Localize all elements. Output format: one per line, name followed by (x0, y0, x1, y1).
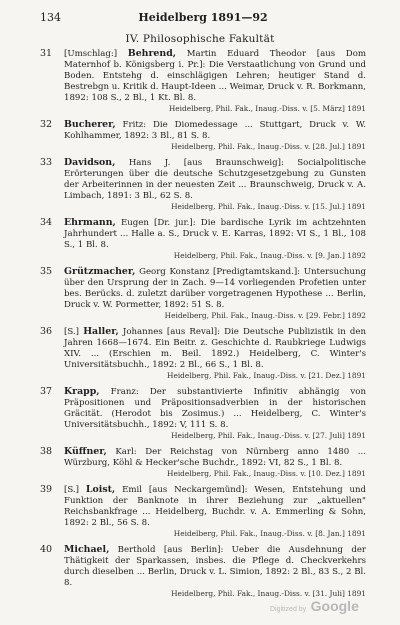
entry-body: Emil [aus Neckargemünd]: Wesen, Entstehung und Funktion der Banknote in ihrer Beziehung zur „aktuellen" Reichsbankfrage ... Heidelberg, Buchdr. v. A. Emmerling & Sohn, 1892: 2 Bl., 56 S. 8. (64, 485, 367, 528)
entry-prefix: [Umschlag:] (64, 49, 118, 59)
entry-number: 31 (40, 48, 53, 59)
list-item (40, 544, 366, 598)
list-item (40, 217, 366, 260)
entry-text (64, 386, 366, 431)
author-name: Krapp, (64, 386, 100, 397)
entry-text (64, 484, 366, 529)
watermark-prefix: Digitized by (270, 606, 307, 613)
list-item (40, 266, 366, 320)
page-number: 134 (40, 11, 61, 24)
running-title: Heidelberg 1891—92 (138, 11, 268, 24)
entry-body: Fritz: Die Diomedessage ... Stuttgart, Druck v. W. Kohlhammer, 1892: 3 Bl., 81 S. 8. (64, 120, 366, 141)
author-name: Michael, (64, 544, 110, 555)
entry-body: Franz: Der substantivierte Infinitiv abhängig von Präpositionen und Präpositionsadverbien in der historischen Gräcität. (Herodot bis Zosimus.) ... Heidelberg, C. Winter's Universitätsbuchh., 1892: V, 111 S. 8. (64, 387, 366, 430)
list-item (40, 157, 366, 211)
entry-prefix: [S.] (64, 485, 80, 495)
entry-body: Berthold [aus Berlin]: Ueber die Ausdehnung der Thätigkeit der Sparkassen, insbes. die Pflege d. Checkverkehrs durch dieselben ... Berlin, Druck v. L. Simion, 1892: 2 Bl., 83 S., 2 Bl. 8. (64, 545, 367, 588)
entry-meta: Heidelberg, Phil. Fak., Inaug.-Diss. v. [29. Febr.] 1892 (164, 311, 366, 320)
entry-body: Johannes [aus Reval]: Die Deutsche Publizistik in den Jahren 1668—1674. Ein Beitr. z. Geschichte d. Raubkriege Ludwigs XIV. ... (Erschien m. Beil. 1892.) Heidelberg, C. Winter's Universitätsbuchh., 1892: 2 Bl., 66 S., 1 Bl. 8. (64, 327, 367, 370)
list-item (40, 326, 366, 380)
page-header (40, 11, 366, 27)
entry-meta: Heidelberg, Phil. Fak., Inaug.-Diss. v. [21. Dez.] 1891 (167, 371, 366, 380)
entry-number: 37 (40, 386, 53, 397)
entry-text (64, 157, 366, 202)
author-name: Behrend, (127, 48, 177, 59)
author-name: Haller, (83, 326, 119, 337)
entry-body: Georg Konstanz [Predigtamtskand.]: Untersuchung über den Ursprung der in Zach. 9—14 vorliegenden Profetien unter bes. Berücks. d. zuletzt darüber vorgetragenen Hypothese ... Berlin, Druck v. W. Pormetter, 1892: 51 S. 8. (64, 267, 367, 310)
entry-text (64, 446, 366, 469)
entry-number: 38 (40, 446, 53, 457)
entry-number: 32 (40, 119, 53, 130)
author-name: Grützmacher, (64, 266, 136, 277)
entry-text (64, 544, 366, 589)
entry-body: Hans J. [aus Braunschweig]: Socialpolitische Erörterungen über die deutsche Schutzgesetzgebung zu Gunsten der Arbeiterinnen in der neuesten Zeit ... Braunschweig, Druck v. A. Limbach, 1891: 3 Bl., 62 S. 8. (64, 158, 366, 201)
entry-text (64, 266, 366, 311)
entry-number: 33 (40, 157, 53, 168)
entry-number: 36 (40, 326, 53, 337)
author-name: Küffner, (64, 446, 107, 457)
entry-meta: Heidelberg, Phil. Fak., Inaug.-Diss. v. [10. Dez.] 1891 (167, 469, 366, 478)
entry-number: 40 (40, 544, 53, 555)
google-logo: Google (310, 598, 359, 614)
entry-meta: Heidelberg, Phil. Fak., Inaug.-Diss. v. [8. Jan.] 1891 (173, 529, 366, 538)
entry-text (64, 48, 366, 104)
entry-body: Karl: Der Reichstag von Nürnberg anno 1480 ... Würzburg, Köhl & Hecker'sche Buchdr., 1892: VI, 82 S., 1 Bl. 8. (64, 447, 366, 468)
author-name: Davidson, (64, 157, 116, 168)
author-name: Bucherer, (64, 119, 116, 130)
entry-text (64, 326, 366, 371)
entry-text (64, 217, 366, 251)
section-title: IV. Philosophische Fakultät (125, 33, 275, 45)
list-item (40, 446, 366, 478)
dissertation-list (40, 48, 366, 604)
list-item (40, 48, 366, 113)
entry-number: 35 (40, 266, 53, 277)
author-name: Ehrmann, (64, 217, 116, 228)
list-item (40, 119, 366, 151)
entry-meta: Heidelberg, Phil. Fak., Inaug.-Diss. v. [15. Jul.] 1891 (171, 202, 366, 211)
entry-prefix: [S.] (64, 327, 80, 337)
digitized-by-google-watermark (270, 598, 359, 616)
list-item (40, 386, 366, 440)
entry-meta: Heidelberg, Phil. Fak., Inaug.-Diss. v. [5. März] 1891 (168, 104, 366, 113)
entry-text (64, 119, 366, 142)
author-name: Loist, (85, 484, 116, 495)
entry-meta: Heidelberg, Phil. Fak., Inaug.-Diss. v. [28. Jul.] 1891 (171, 142, 366, 151)
entry-number: 34 (40, 217, 53, 228)
entry-meta: Heidelberg, Phil. Fak., Inaug.-Diss. v. [27. Juli] 1891 (171, 431, 366, 440)
entry-number: 39 (40, 484, 53, 495)
list-item (40, 484, 366, 538)
entry-body: Martin Eduard Theodor [aus Dom Maternhof b. Königsberg i. Pr.]: Die Verstaatlichung von Grund und Boden. Entstehg d. einschlägigen Lehren; heutiger Stand d. Bestrebgn u. Kritik d. Haupt-Ideen ... Weimar, Druck v. R. Borkmann, 1892: 108 S., 2 Bl., 1 Kt. Bl. 8. (64, 49, 367, 103)
entry-body: Eugen [Dr. jur.]: Die bardische Lyrik im achtzehnten Jahrhundert ... Halle a. S., Druck v. E. Karras, 1892: VI S., 1 Bl., 108 S., 1 Bl. 8. (64, 218, 367, 250)
entry-meta: Heidelberg, Phil. Fak., Inaug.-Diss. v. [9. Jan.] 1892 (173, 251, 366, 260)
entry-meta: Heidelberg, Phil. Fak., Inaug.-Diss. v. [31. Juli] 1891 (171, 589, 366, 598)
